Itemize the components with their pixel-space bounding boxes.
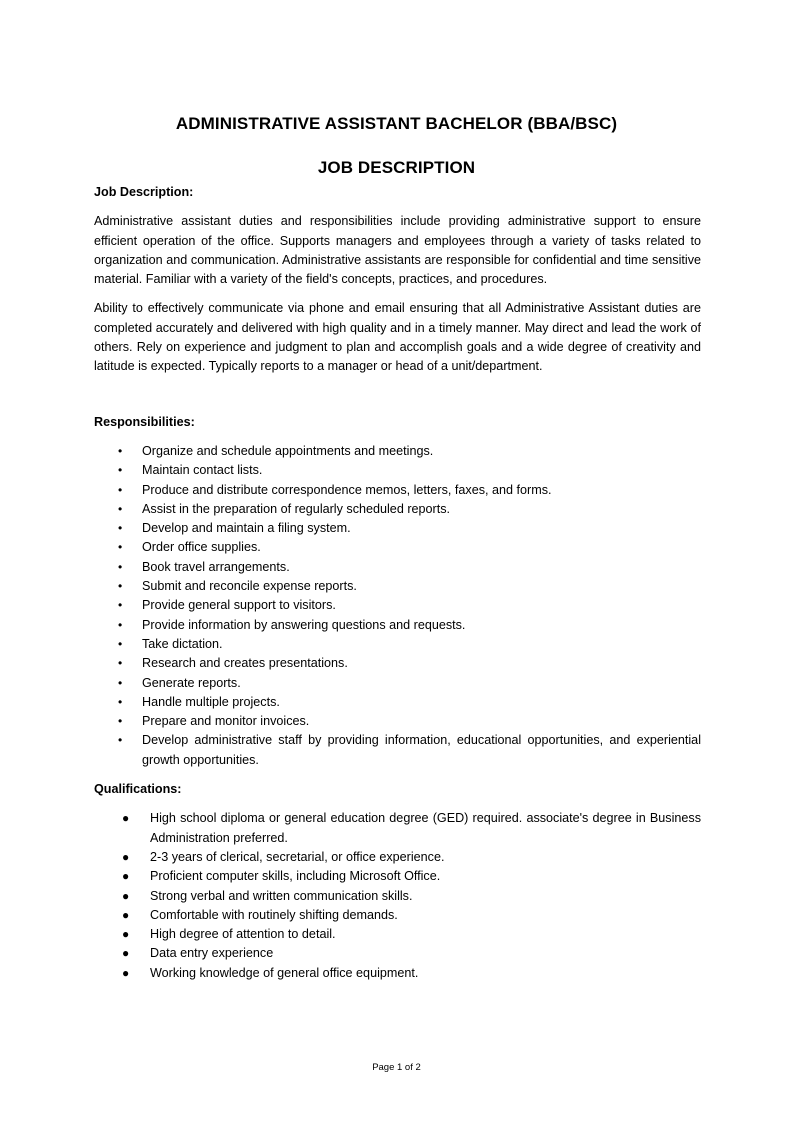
bullet-icon: • [118, 579, 123, 594]
qualification-item-text: High degree of attention to detail. [150, 927, 336, 942]
responsibility-item-text: Order office supplies. [142, 540, 261, 555]
responsibility-item-text: Provide information by answering questions and requests. [142, 617, 466, 632]
responsibility-item [94, 712, 701, 731]
page-number: Page 1 of 2 [372, 1062, 421, 1073]
bullet-icon: • [118, 501, 123, 516]
responsibility-item [94, 461, 701, 480]
responsibility-item-text: Maintain contact lists. [142, 463, 263, 478]
bullet-icon: • [118, 656, 123, 671]
bullet-icon: • [118, 443, 123, 458]
responsibility-item-text: Provide general support to visitors. [142, 598, 336, 613]
responsibilities-heading: Responsibilities: [94, 414, 195, 429]
qualification-item-text: Working knowledge of general office equipment. [150, 965, 419, 980]
responsibility-item [94, 481, 701, 500]
document-subtitle: JOB DESCRIPTION [317, 158, 476, 177]
bullet-icon: ● [122, 965, 130, 980]
qualification-item-text: Strong verbal and written communication skills. [150, 888, 413, 903]
qualification-item [94, 906, 701, 925]
bullet-icon: • [118, 675, 123, 690]
job-description-paragraph-1: Administrative assistant duties and responsibilities include providing administrative support to ensure efficient operation of the office. Supports managers and employees through a variety of tasks related to organization and communication. Administrative assistants are responsible for confidential and time sensitive material. Familiar with a variety of the field's concepts, practices, and procedures. [94, 214, 701, 287]
responsibility-item [94, 693, 701, 712]
responsibility-item [94, 654, 701, 673]
bullet-icon: • [118, 598, 123, 613]
responsibility-item-text: Assist in the preparation of regularly scheduled reports. [142, 501, 451, 516]
responsibility-item-text: Produce and distribute correspondence memos, letters, faxes, and forms. [142, 482, 552, 497]
bullet-icon: • [118, 733, 123, 748]
qualification-item [94, 925, 701, 944]
responsibility-item [94, 596, 701, 615]
qualification-item-text: High school diploma or general education degree (GED) required. associate's degree in Business Administration preferred. [150, 811, 701, 845]
spacer [94, 799, 701, 809]
qualifications-list [94, 809, 701, 983]
responsibility-item-text: Organize and schedule appointments and meetings. [142, 443, 434, 458]
responsibility-item-text: Develop administrative staff by providing information, educational opportunities, and experiential growth opportunities. [142, 733, 701, 767]
responsibility-item-text: Submit and reconcile expense reports. [142, 579, 357, 594]
responsibility-item [94, 674, 701, 693]
spacer [94, 432, 701, 442]
bullet-icon: • [118, 482, 123, 497]
responsibilities-list [94, 442, 701, 770]
bullet-icon: • [118, 617, 123, 632]
job-description-paragraph-2: Ability to effectively communicate via phone and email ensuring that all Administrative Assistant duties are completed accurately and delivered with high quality and in a timely manner. May direct and lead the work of others. Rely on experience and judgment to plan and accomplish goals and a wide degree of creativity and latitude is expected. Typically reports to a manager or head of a unit/department. [94, 301, 701, 374]
document-body [94, 183, 701, 983]
qualification-item-text: Comfortable with routinely shifting demands. [150, 907, 398, 922]
document-title: ADMINISTRATIVE ASSISTANT BACHELOR (BBA/BSC) [175, 114, 618, 133]
bullet-icon: • [118, 714, 123, 729]
responsibility-item [94, 538, 701, 557]
qualification-item [94, 848, 701, 867]
responsibility-item [94, 558, 701, 577]
bullet-icon: ● [122, 869, 130, 884]
qualification-item [94, 944, 701, 963]
responsibility-item [94, 519, 701, 538]
bullet-icon: ● [122, 927, 130, 942]
responsibility-item [94, 731, 701, 770]
spacer [94, 289, 701, 299]
bullet-icon: ● [122, 888, 130, 903]
responsibility-item [94, 635, 701, 654]
job-description-heading: Job Description: [94, 185, 194, 199]
qualification-item-text: Data entry experience [150, 946, 274, 961]
responsibility-item [94, 616, 701, 635]
responsibility-item [94, 442, 701, 461]
responsibility-item-text: Handle multiple projects. [142, 694, 280, 709]
qualification-item [94, 809, 701, 848]
qualification-item [94, 867, 701, 886]
responsibility-item-text: Book travel arrangements. [142, 559, 290, 574]
responsibility-item [94, 500, 701, 519]
responsibility-item-text: Research and creates presentations. [142, 656, 348, 671]
responsibility-item-text: Take dictation. [142, 636, 223, 651]
bullet-icon: • [118, 521, 123, 536]
responsibility-item-text: Prepare and monitor invoices. [142, 714, 310, 729]
bullet-icon: • [118, 636, 123, 651]
bullet-icon: ● [122, 946, 130, 961]
bullet-icon: • [118, 559, 123, 574]
spacer [94, 202, 701, 212]
bullet-icon: • [118, 463, 123, 478]
bullet-icon: ● [122, 811, 130, 826]
bullet-icon: ● [122, 849, 130, 864]
bullet-icon: • [118, 540, 123, 555]
spacer [94, 377, 701, 413]
qualification-item-text: Proficient computer skills, including Microsoft Office. [150, 869, 441, 884]
qualification-item-text: 2-3 years of clerical, secretarial, or office experience. [150, 849, 445, 864]
responsibility-item [94, 577, 701, 596]
bullet-icon: ● [122, 907, 130, 922]
qualification-item [94, 964, 701, 983]
spacer [94, 770, 701, 780]
bullet-icon: • [118, 694, 123, 709]
qualification-item [94, 887, 701, 906]
qualifications-heading: Qualifications: [94, 782, 182, 797]
responsibility-item-text: Develop and maintain a filing system. [142, 521, 351, 536]
responsibility-item-text: Generate reports. [142, 675, 241, 690]
